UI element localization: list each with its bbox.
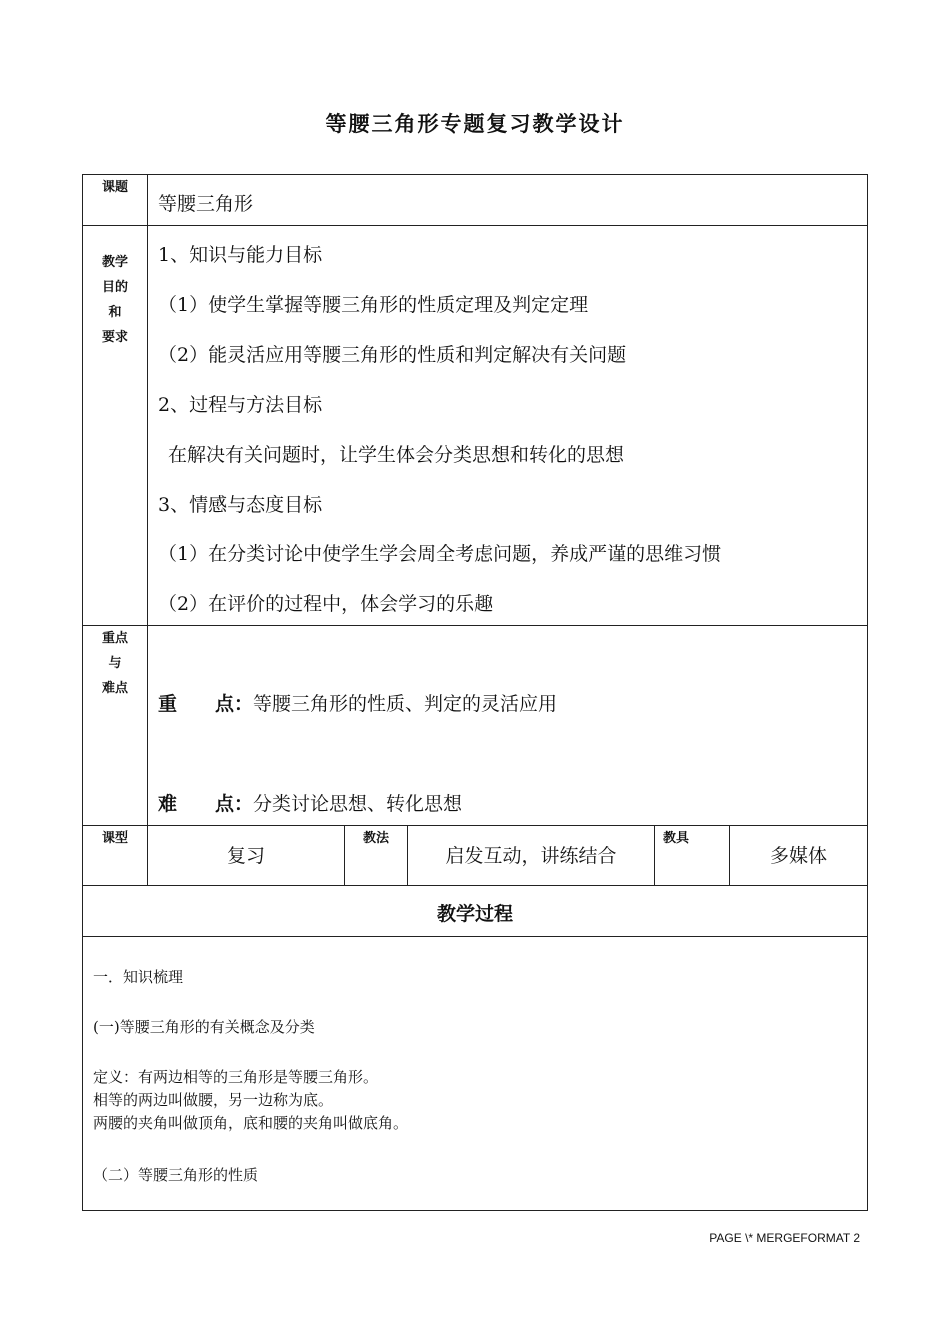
objective-line: 在解决有关问题时，让学生体会分类思想和转化的思想	[168, 444, 625, 466]
process-header-cell	[82, 885, 868, 937]
key-point-line	[158, 689, 557, 716]
lesson-type-value-cell	[147, 825, 345, 886]
page-footer: PAGE \* MERGEFORMAT 2	[709, 1231, 860, 1245]
key-point-text: 等腰三角形的性质、判定的灵活应用	[253, 693, 558, 715]
process-line: 定义：有两边相等的三角形是等腰三角形。	[93, 1068, 379, 1086]
objective-line: （1）在分类讨论中使学生学会周全考虑问题，养成严谨的思维习惯	[158, 543, 722, 565]
process-line: 一．知识梳理	[93, 968, 184, 986]
topic-label-cell	[82, 174, 148, 226]
process-content-cell	[82, 936, 868, 1211]
objective-line: 1、知识与能力目标	[158, 244, 323, 266]
objective-line: （2）能灵活应用等腰三角形的性质和判定解决有关问题	[158, 344, 627, 366]
objectives-content-cell	[147, 225, 868, 626]
objectives-label-line: 和	[108, 305, 122, 320]
method-label: 教法	[362, 831, 389, 846]
process-header: 教学过程	[436, 903, 513, 925]
topic-value-cell	[147, 174, 868, 226]
keypoints-label-line: 难点	[101, 681, 128, 696]
method-value-cell	[407, 825, 655, 886]
process-line: （二）等腰三角形的性质	[93, 1166, 259, 1184]
difficulty-label: 难 点：	[158, 793, 254, 815]
method-value: 启发互动，讲练结合	[445, 845, 617, 867]
process-line: 相等的两边叫做腰，另一边称为底。	[93, 1091, 334, 1109]
lesson-type-label: 课型	[101, 831, 128, 846]
difficulty-line	[158, 789, 462, 816]
keypoints-label-line: 与	[108, 656, 122, 671]
keypoints-content-cell	[147, 625, 868, 826]
difficulty-text: 分类讨论思想、转化思想	[253, 793, 463, 815]
objective-line: （2）在评价的过程中，体会学习的乐趣	[158, 593, 494, 615]
objectives-label-cell	[82, 225, 148, 626]
keypoints-label-line: 重点	[101, 631, 128, 646]
objective-line: 2、过程与方法目标	[158, 394, 323, 416]
topic-label: 课题	[101, 180, 128, 195]
key-point-label: 重 点：	[158, 693, 254, 715]
tools-label-cell	[654, 825, 730, 886]
process-line: (一)等腰三角形的有关概念及分类	[93, 1018, 315, 1036]
process-line: 两腰的夹角叫做顶角，底和腰的夹角叫做底角。	[93, 1114, 409, 1132]
objective-line: （1）使学生掌握等腰三角形的性质定理及判定定理	[158, 294, 589, 316]
objectives-label-line: 要求	[101, 330, 128, 345]
objectives-label-line: 目的	[101, 280, 128, 295]
objective-line: 3、情感与态度目标	[158, 494, 323, 516]
document-title: 等腰三角形专题复习教学设计	[325, 112, 625, 136]
keypoints-label-cell	[82, 625, 148, 826]
tools-value-cell	[729, 825, 868, 886]
tools-value: 多媒体	[769, 845, 827, 867]
lesson-type-label-cell	[82, 825, 148, 886]
objectives-label-line: 教学	[101, 255, 128, 270]
lesson-type-value: 复习	[226, 845, 265, 867]
method-label-cell	[344, 825, 408, 886]
topic-value: 等腰三角形	[158, 193, 254, 215]
tools-label: 教具	[663, 831, 690, 846]
